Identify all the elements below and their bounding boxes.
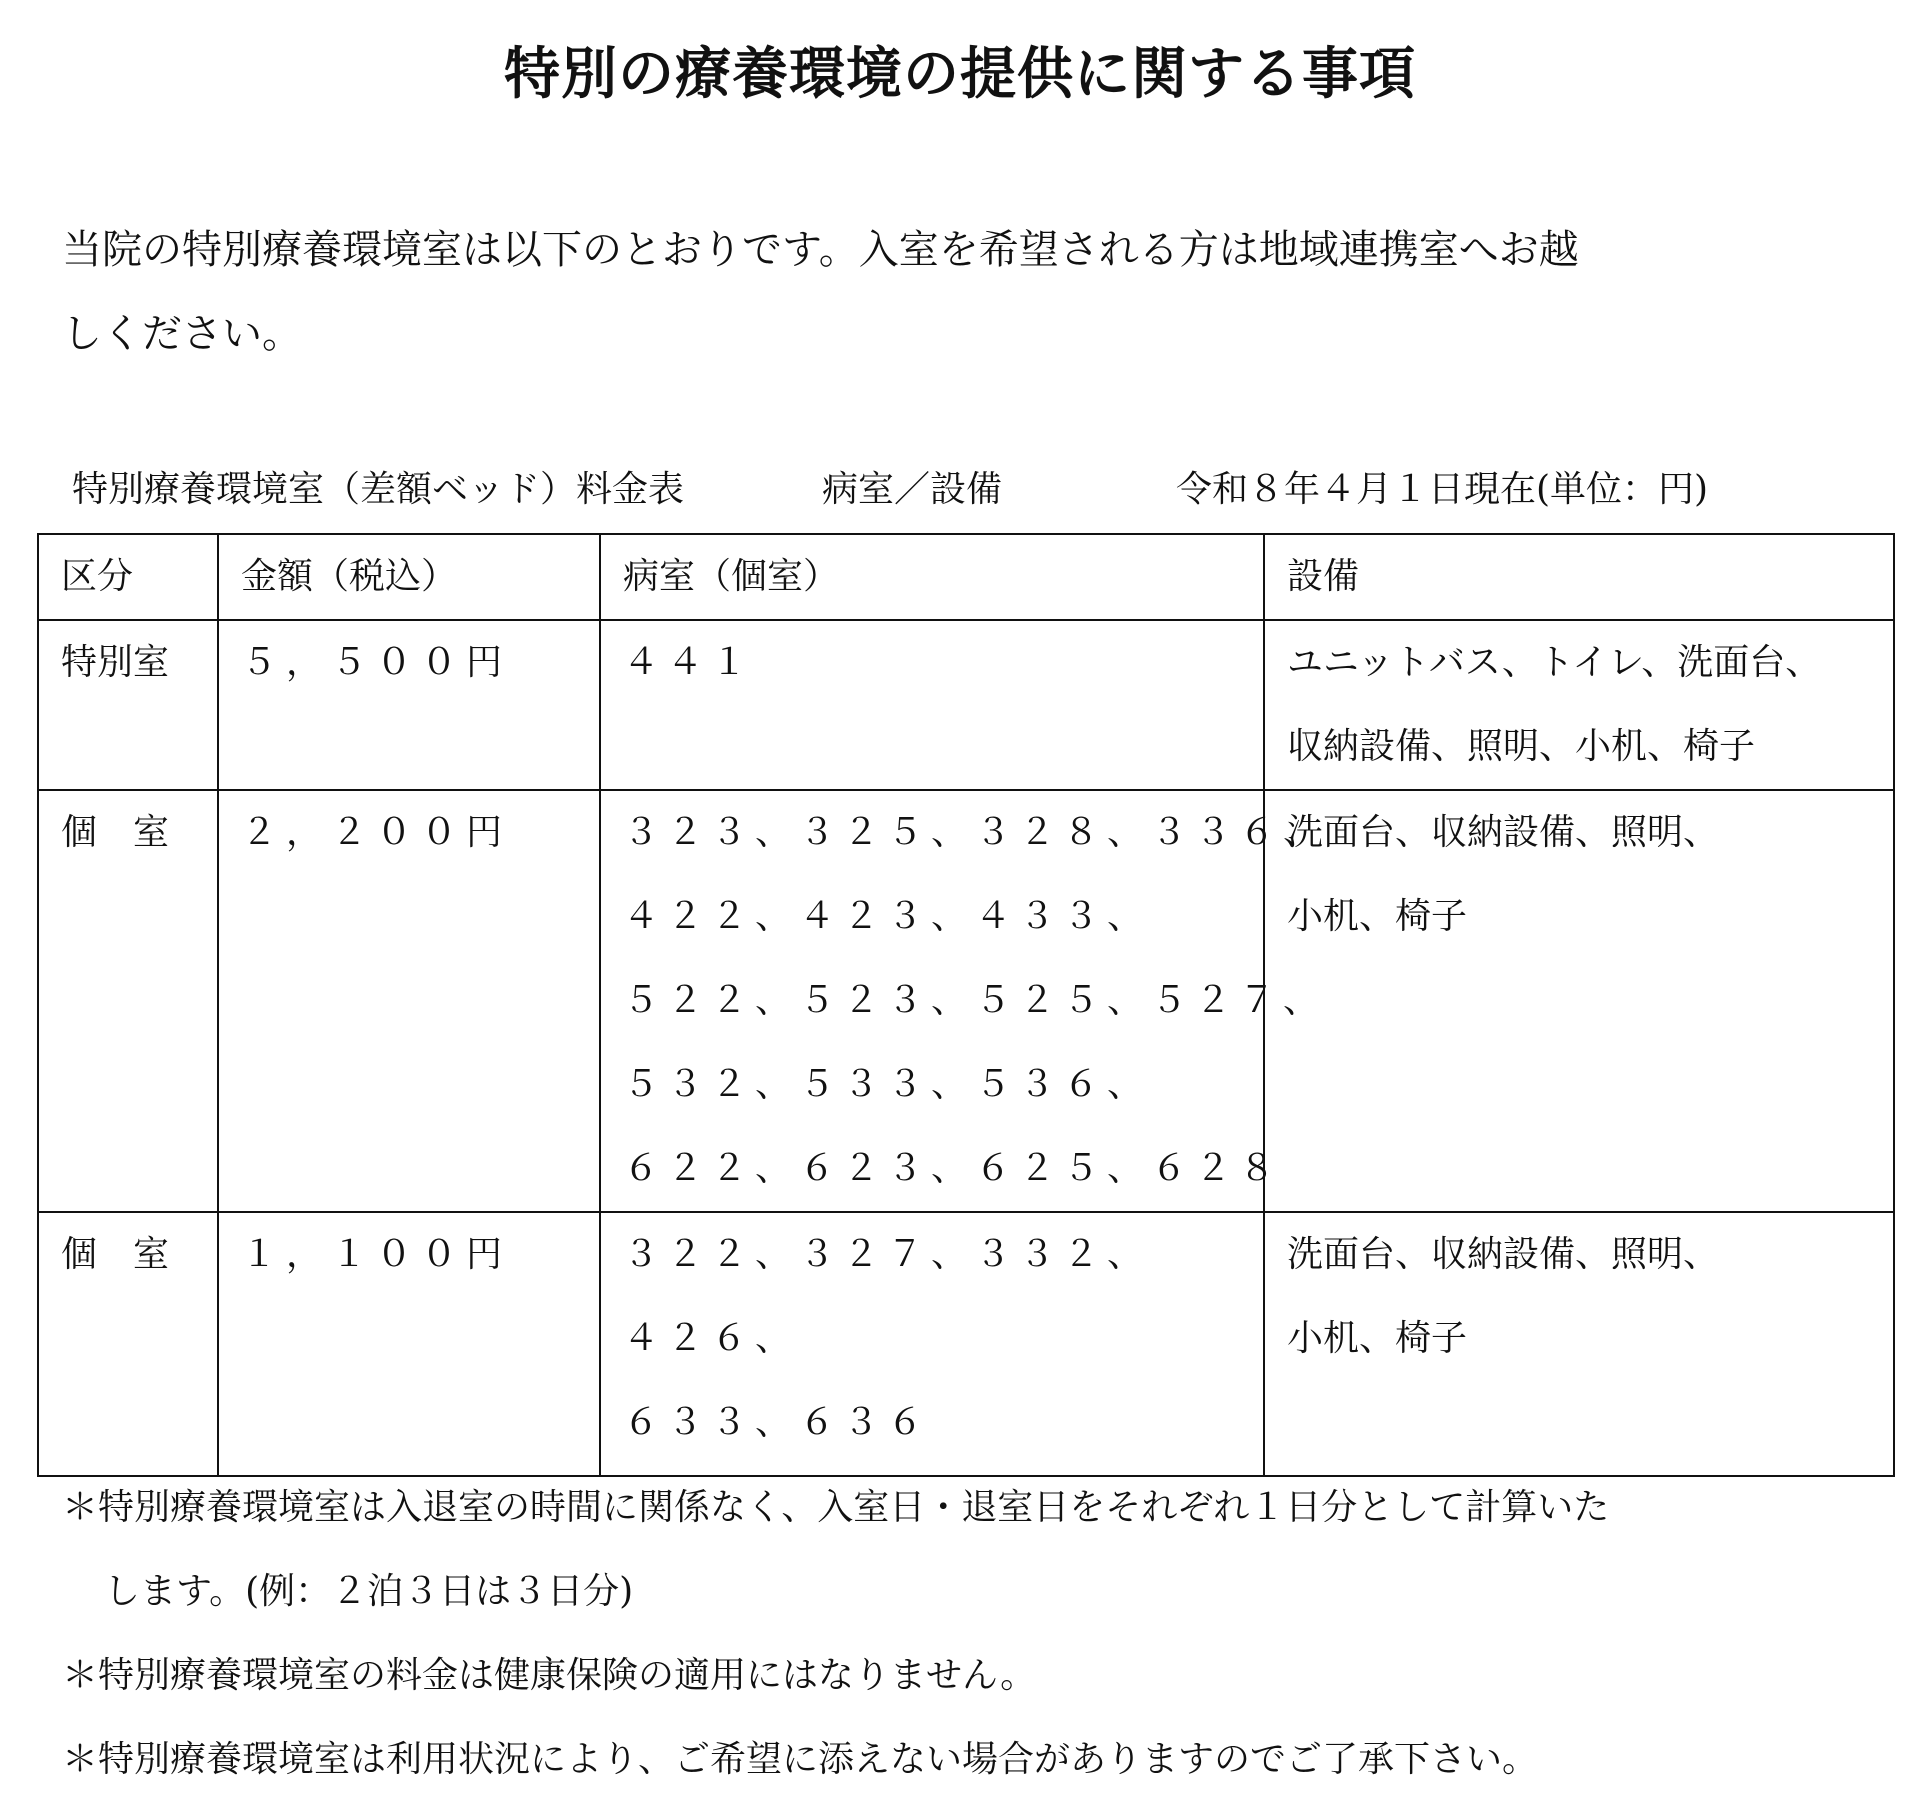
category-cell: 個 室 [38,790,218,1212]
room-list-line: ６３３、６３６ [623,1402,932,1443]
note-insurance: ＊特別療養環境室の料金は健康保険の適用にはなりません。 [62,1655,1037,1696]
header-equipment: 設備 [1264,534,1894,620]
intro-paragraph [62,208,1862,376]
note-availability: ＊特別療養環境室は利用状況により、ご希望に添えない場合がありますのでご了承下さい。 [62,1739,1539,1780]
room-list-line: ３２２、３２７、３３２、 [623,1234,1152,1275]
room-list-line: ５２２、５２３、５２５、５２７、 [623,980,1328,1021]
intro-line-1: 当院の特別療養環境室は以下のとおりです。入室を希望される方は地域連携室へお越 [62,227,1579,273]
room-list-line: ６２２、６２３、６２５、６２８ [623,1148,1284,1189]
room-list-line: ４４１ [623,642,756,683]
table-row [38,1212,1894,1476]
fee-table [37,533,1895,1477]
room-list-line: ５３２、５３３、５３６、 [623,1064,1152,1105]
rooms-cell [600,790,1328,1212]
equipment-cell [1264,620,1894,790]
header-rooms: 病室（個室） [600,534,1264,620]
equipment-line: 小机、椅子 [1287,896,1468,937]
equipment-cell [1264,790,1894,1212]
table-header-row [38,534,1894,620]
intro-line-2: しください。 [62,311,302,357]
table-row [38,790,1894,1212]
equipment-line: 小机、椅子 [1287,1318,1468,1359]
header-amount: 金額（税込） [218,534,600,620]
category-cell: 特別室 [38,620,218,790]
note-calculation-continued: します。(例：２泊３日は３日分) [104,1571,634,1612]
equipment-line: 洗面台、収納設備、照明、 [1287,812,1720,853]
amount-cell: １，１００円 [218,1212,600,1476]
table-row [38,620,1894,790]
note-calculation: ＊特別療養環境室は入退室の時間に関係なく、入室日・退室日をそれぞれ１日分として計算いた [62,1487,1610,1528]
amount-cell: ２，２００円 [218,790,600,1212]
equipment-line: 洗面台、収納設備、照明、 [1287,1234,1720,1275]
room-list-line: ３２３、３２５、３２８、３３６、 [623,812,1328,853]
amount-cell: ５，５００円 [218,620,600,790]
table-caption-columns-note: 病室／設備 [822,469,1003,510]
room-list-line: ４２２、４２３、４３３、 [623,896,1152,937]
equipment-line: ユニットバス、トイレ、洗面台、 [1287,642,1822,683]
notes-section [62,1466,1882,1802]
table-caption-as-of: 令和８年４月１日現在(単位：円) [1176,469,1709,510]
rooms-cell [600,1212,1264,1476]
header-category: 区分 [38,534,218,620]
rooms-cell [600,620,1264,790]
table-caption-name: 特別療養環境室（差額ベッド）料金表 [72,469,685,510]
room-list-line: ４２６、 [623,1318,800,1359]
table-caption [72,462,1772,518]
equipment-line: 収納設備、照明、小机、椅子 [1287,726,1756,767]
page-title: 特別の療養環境の提供に関する事項 [504,42,1416,107]
equipment-cell [1264,1212,1894,1476]
category-cell: 個 室 [38,1212,218,1476]
